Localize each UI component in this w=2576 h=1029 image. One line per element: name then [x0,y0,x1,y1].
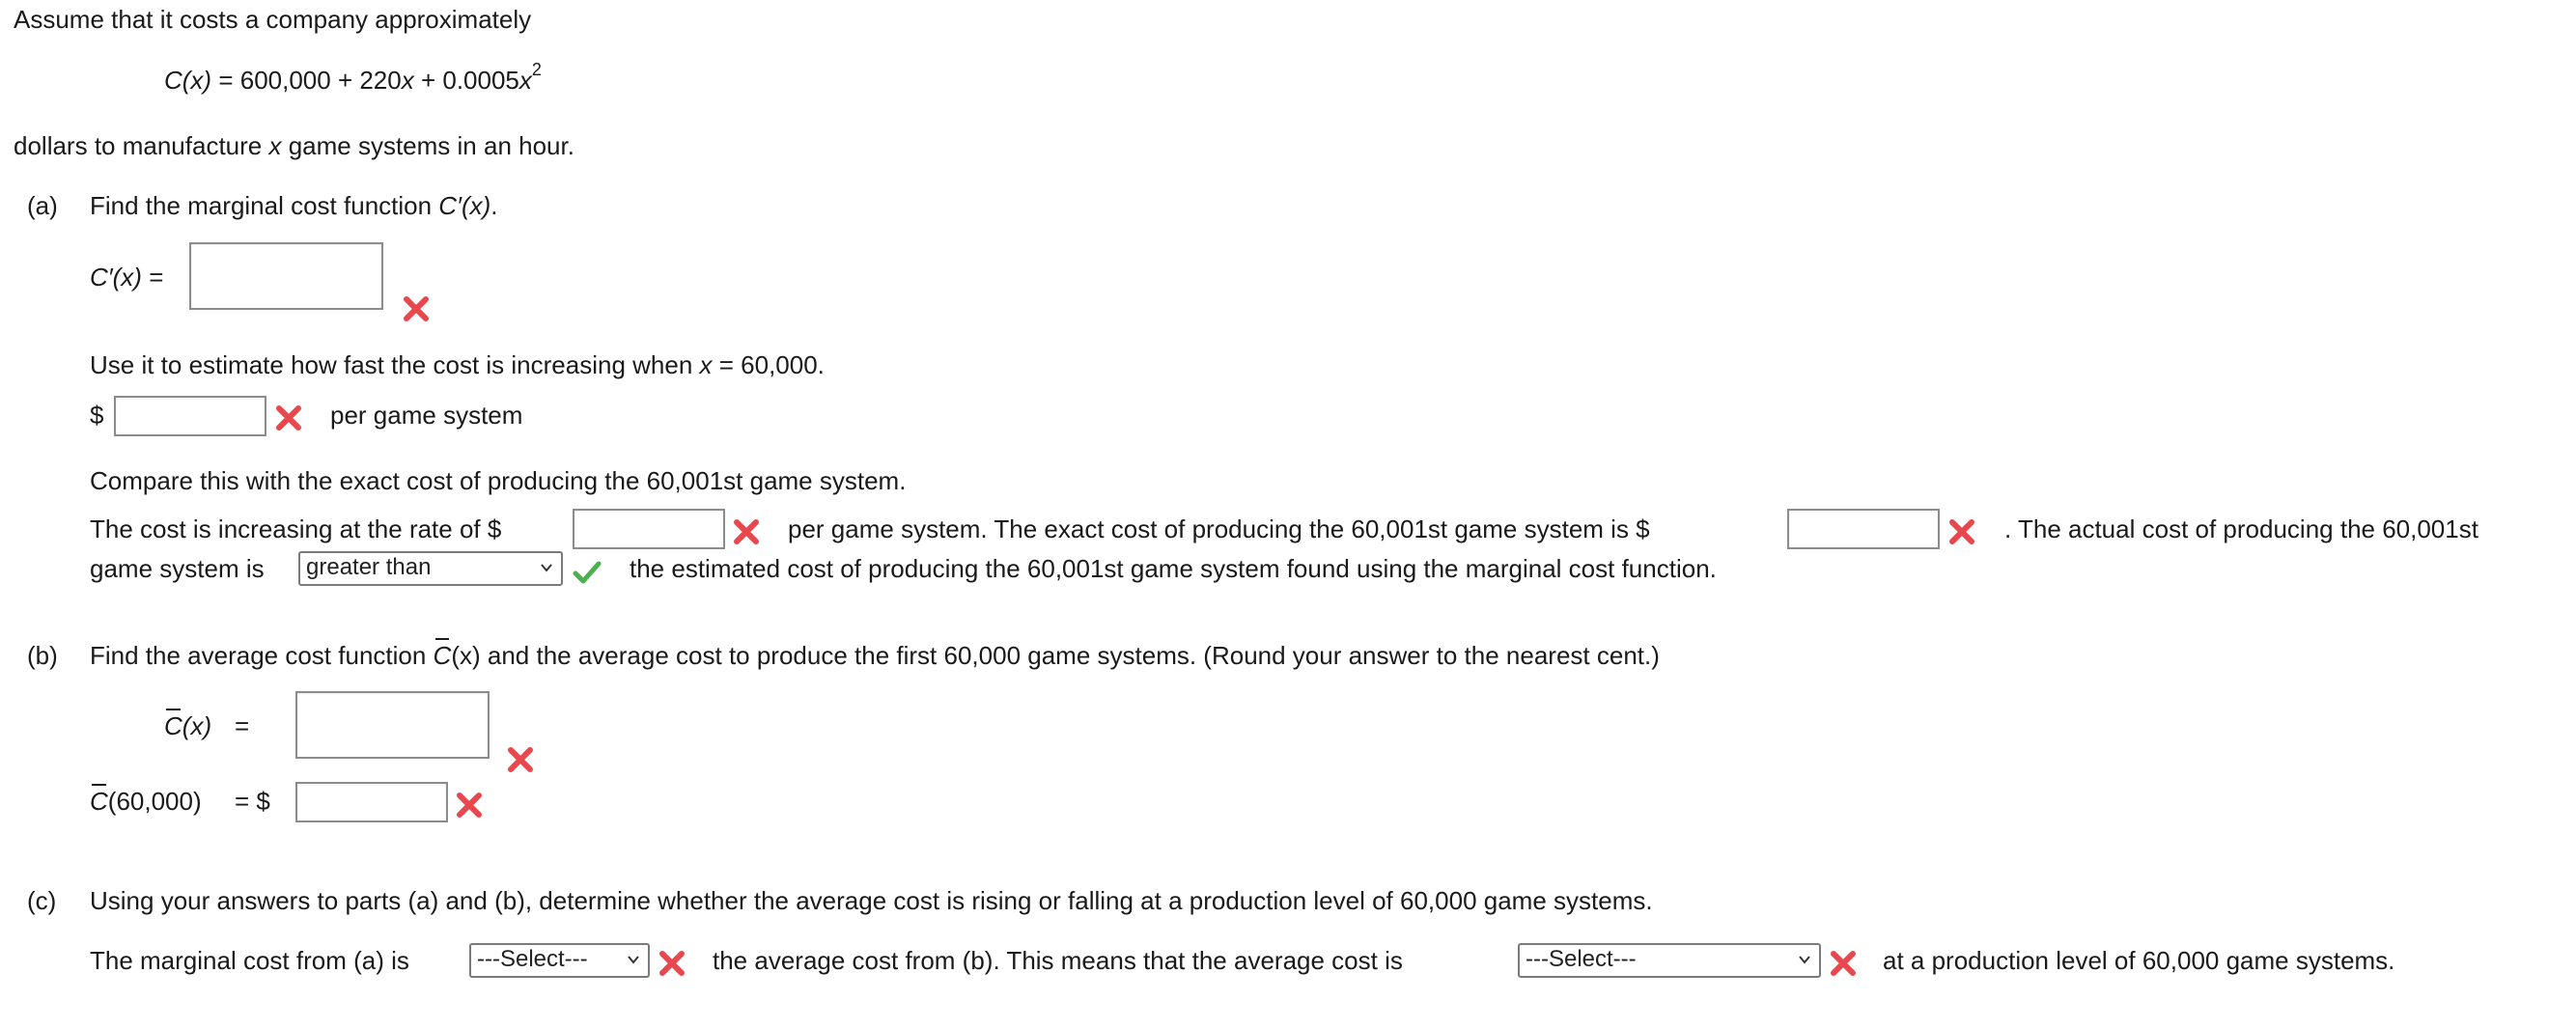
average-cost-symbol: C [164,711,182,740]
x-mark-icon [506,745,535,774]
marginal-cost-symbol: C′(x) [90,263,142,292]
estimate-prompt-c: = 60,000. [712,350,825,379]
compare-prompt: Compare this with the exact cost of producing the 60,001st game system. [90,466,907,495]
part-c-prompt: Using your answers to parts (a) and (b), determine whether the average cost is rising or falling at a production level of 60,000 game systems. [90,886,1653,915]
average-cost-arg: (x) [451,641,481,670]
x-mark-icon [402,294,431,323]
equals-sign: = [235,711,250,740]
x-mark-icon [1947,517,1976,546]
x-mark-icon [658,949,686,978]
variable-x: x [401,66,414,95]
sentence-marginal-cost: The marginal cost from (a) is [90,946,409,975]
average-cost-symbol: C [433,641,452,670]
part-b-prompt-d: and the average cost to produce the first 60,000 game systems. (Round your answer to the nearest cent.) [480,641,1660,670]
marginal-cost-function-input[interactable] [189,242,383,310]
average-cost-arg: (60,000) [107,787,202,816]
per-unit-text: per game system [330,401,523,430]
intro-text-2 [14,131,574,160]
cost-function [164,60,542,95]
equals-sign: = [141,263,164,292]
dollar-sign: $ [90,401,104,430]
sentence-production-level: at a production level of 60,000 game systems. [1883,946,2395,975]
intro-text-2c: game systems in an hour. [281,131,574,160]
rate-input[interactable] [573,509,725,549]
rising-falling-dropdown[interactable] [1518,943,1821,978]
check-mark-icon [572,558,602,587]
rising-falling-dropdown-value: ---Select--- [1526,946,1637,972]
estimate-prompt [90,350,825,379]
average-cost-value-input[interactable] [295,782,448,822]
x-mark-icon [1829,949,1858,978]
part-a-label: (a) [27,191,58,220]
part-c-label: (c) [27,886,57,915]
x-mark-icon [455,791,484,820]
x-mark-icon [732,517,761,546]
sentence-estimated-cost: the estimated cost of producing the 60,001st game system found using the marginal cost function. [630,554,1717,583]
marginal-vs-average-dropdown-value: ---Select--- [477,946,588,972]
variable-x: x [268,131,282,160]
part-b-label: (b) [27,641,58,670]
variable-x: x [699,350,713,379]
part-a-prompt-c: . [490,191,498,220]
average-cost-symbol: C [90,787,108,816]
exact-cost-input[interactable] [1787,509,1940,549]
intro-text-2a: dollars to manufacture [14,131,269,160]
chevron-down-icon [1798,953,1811,966]
average-cost-function-label [164,711,211,740]
marginal-vs-average-dropdown[interactable] [469,943,650,978]
sentence-game-system-is: game system is [90,554,265,583]
marginal-cost-label [90,263,163,292]
comparison-dropdown-value: greater than [306,554,432,580]
x-mark-icon [274,403,303,432]
part-b-prompt-a: Find the average cost function [90,641,434,670]
cost-function-rhs: = 600,000 + 220 [218,66,402,95]
exponent: 2 [531,60,542,80]
average-cost-function-input[interactable] [295,691,490,759]
chevron-down-icon [540,561,553,574]
part-a-prompt [90,191,498,220]
estimate-prompt-a: Use it to estimate how fast the cost is increasing when [90,350,700,379]
sentence-exact-cost: per game system. The exact cost of producing the 60,001st game system is $ [788,514,1650,543]
marginal-cost-symbol: C′(x) [438,191,491,220]
sentence-actual-cost: . The actual cost of producing the 60,001st [2004,514,2478,543]
sentence-rate: The cost is increasing at the rate of $ [90,514,502,543]
average-cost-arg: (x) [182,711,212,740]
cost-function-lhs: C(x) [164,66,212,95]
variable-x: x [518,66,532,95]
part-a-prompt-a: Find the marginal cost function [90,191,439,220]
cost-function-rhs-2: + 0.0005 [413,66,519,95]
intro-text: Assume that it costs a company approximately [14,5,532,34]
equals-dollar: = $ [235,787,270,816]
average-cost-value-label [90,787,202,816]
comparison-dropdown[interactable] [298,551,563,586]
chevron-down-icon [627,953,640,966]
sentence-average-cost: the average cost from (b). This means that the average cost is [713,946,1403,975]
rate-estimate-input[interactable] [114,396,266,436]
part-b-prompt [90,641,1660,670]
